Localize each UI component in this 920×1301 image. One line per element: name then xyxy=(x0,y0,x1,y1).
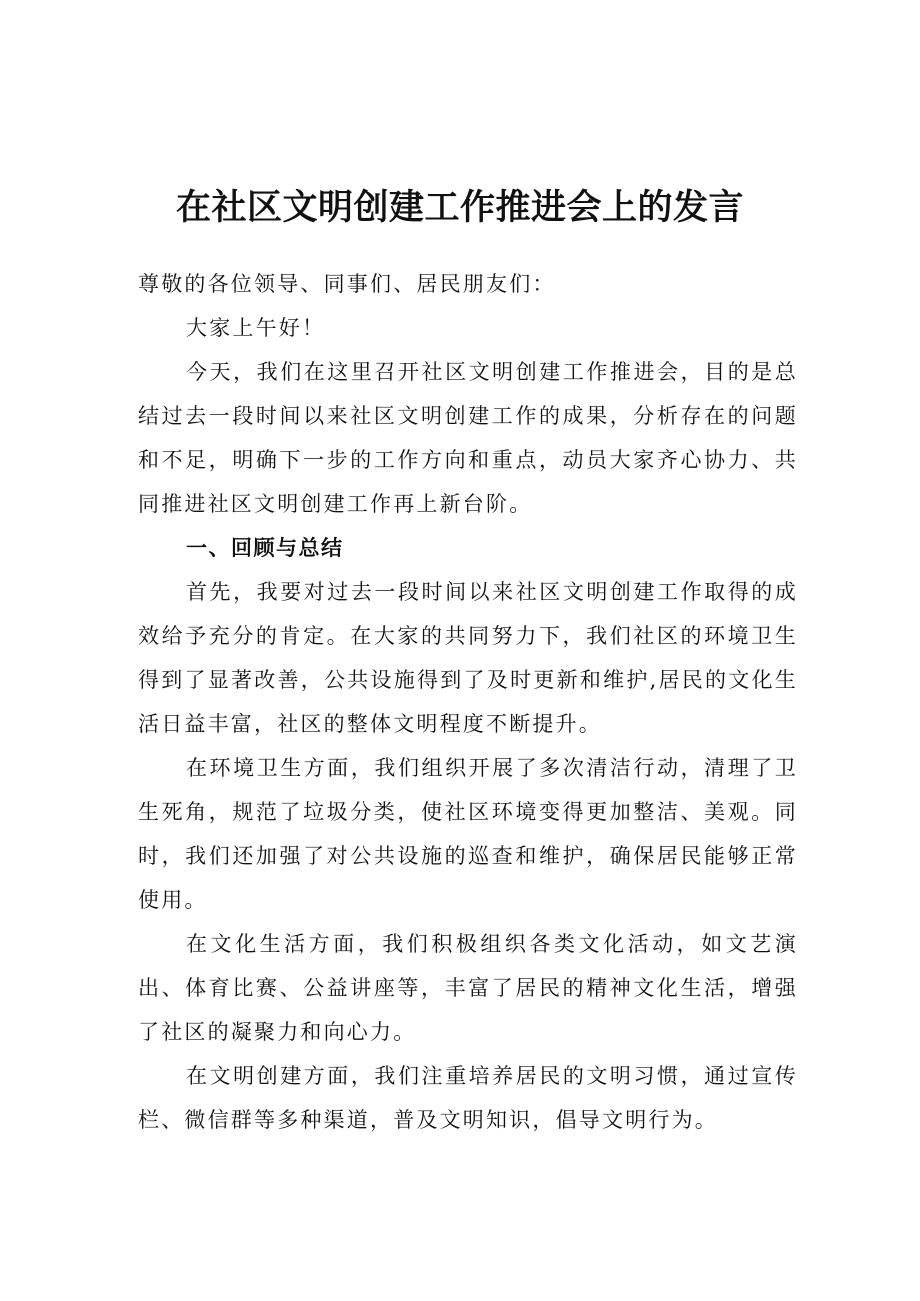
paragraph-culture: 在文化生活方面，我们积极组织各类文化活动，如文艺演出、体育比赛、公益讲座等，丰富了居民的精神文化生活，增强了社区的凝聚力和向心力。 xyxy=(138,932,798,1044)
paragraph-achievements: 首先，我要对过去一段时间以来社区文明创建工作取得的成效给予充分的肯定。在大家的共同努力下，我们社区的环境卫生得到了显著改善，公共设施得到了及时更新和维护,居民的文化生活日益丰富，社区的整体文明程度不断提升。 xyxy=(138,580,798,736)
paragraph-environment: 在环境卫生方面，我们组织开展了多次清洁行动，清理了卫生死角，规范了垃圾分类，使社区环境变得更加整洁、美观。同时，我们还加强了对公共设施的巡查和维护，确保居民能够正常使用。 xyxy=(138,756,798,912)
intro-paragraph: 今天，我们在这里召开社区文明创建工作推进会，目的是总结过去一段时间以来社区文明创建工作的成果，分析存在的问题和不足，明确下一步的工作方向和重点，动员大家齐心协力、共同推进社区文明创建工作再上新台阶。 xyxy=(138,360,798,516)
section-heading: 一、回顾与总结 xyxy=(186,536,344,560)
paragraph-civilization: 在文明创建方面，我们注重培养居民的文明习惯，通过宣传栏、微信群等多种渠道，普及文明知识，倡导文明行为。 xyxy=(138,1064,798,1132)
document-title: 在社区文明创建工作推进会上的发言 xyxy=(175,188,744,229)
salutation: 尊敬的各位领导、同事们、居民朋友们： xyxy=(138,272,556,296)
greeting: 大家上午好！ xyxy=(186,316,326,340)
document-body xyxy=(138,262,798,1142)
